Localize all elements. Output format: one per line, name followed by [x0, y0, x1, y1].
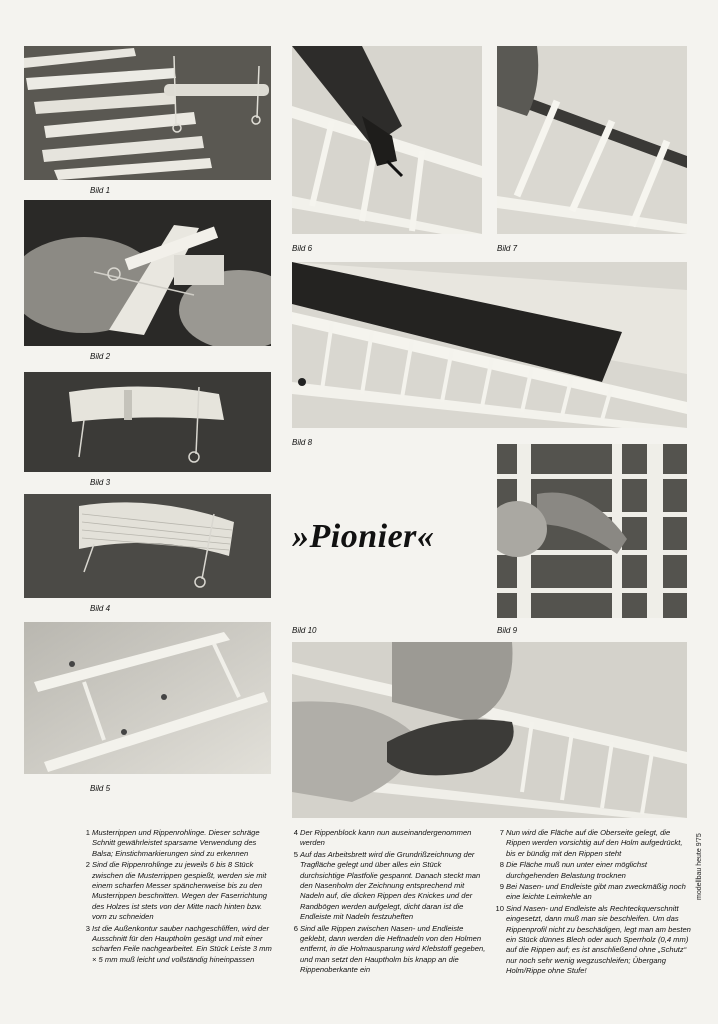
photo-bild-1 [24, 46, 271, 180]
photo-label-bild-7: Bild 7 [497, 244, 518, 253]
caption-7: 7 Nun wird die Fläche auf die Oberseite gelegt, die Rippen werden vorsichtig auf den Holm aufgedrückt, bis er bündig mit den Rippen steht [499, 828, 683, 858]
photo-bild-2 [24, 200, 271, 346]
caption-3: 3 Ist die Außenkontur sauber nachgeschliffen, wird der Ausschnitt für den Hauptholm gesägt und mit einer scharfen Feile nachgearbeitet. Ein Stück Leiste 3 mm × 5 mm muß leicht und vollständig hineinpassen [85, 923, 272, 964]
caption-2: 2 Sind die Rippenrohlinge zu jeweils 6 bis 8 Stück zwischen die Musterrippen gespießt, werden sie mit einem scharfen Messer spänchenweise bis zu den Musterrippen beschnitten. Wegen der Faserrichtung des Holzes ist stets von der Mitte nach hinten bzw. vorn zu schneiden [85, 860, 268, 922]
photo-label-bild-9: Bild 9 [497, 626, 518, 635]
caption-1: 1 Musterrippen und Rippenrohlinge. Dieser schräge Schnitt gewährleistet sparsame Verwendung des Balsa; Einstichmarkierungen sind zu erkennen [85, 828, 260, 858]
photo-label-bild-1: Bild 1 [90, 186, 111, 195]
caption-column-1 [80, 828, 278, 966]
photo-bild-6 [292, 46, 482, 234]
article-title: »Pionier« [292, 518, 435, 555]
magazine-footer: modellbau heute 9'75 [696, 833, 703, 900]
caption-column-3 [494, 828, 694, 978]
caption-8: 8 Die Fläche muß nun unter einer möglichst durchgehenden Belastung trocknen [499, 860, 647, 880]
photo-label-bild-3: Bild 3 [90, 478, 111, 487]
caption-6: 6 Sind alle Rippen zwischen Nasen- und Endleiste geklebt, dann werden die Heftnadeln von den Holmen entfernt, in die Holmausparung wird Klebstoff gegeben, und man setzt den Hauptholm bis knapp an die Rippenoberkante ein [293, 923, 486, 975]
photo-bild-7 [497, 46, 687, 234]
photo-bild-4 [24, 494, 271, 598]
photo-bild-5 [24, 622, 271, 774]
photo-bild-10 [292, 642, 687, 818]
caption-10: 10 Sind Nasen- und Endleiste als Rechteckquerschnitt eingesetzt, dann muß man sie beschleifen. Um das Rippenprofil nicht zu beschädigen, legt man am besten ein Stück dünnes Blech oder auch Sperrholz (0,4 mm) auf die Rippen auf; es ist anschließend ohne „Schutz“ nur noch sehr wenig wegzuschleifen; Übergang Holm/Rippe ohne Stufe! [495, 903, 691, 976]
photo-label-bild-4: Bild 4 [90, 604, 111, 613]
photo-label-bild-6: Bild 6 [292, 244, 313, 253]
photo-label-bild-5: Bild 5 [90, 784, 111, 793]
caption-5: 5 Auf das Arbeitsbrett wird die Grundrißzeichnung der Tragfläche gelegt und über alles ein Stück durchsichtige Plastfolie gespannt. Danach steckt man den Nasenholm der Zeichnung entsprechend mit Nadeln auf, die dicken Rippen des Knickes und der Randbögen werden aufgelegt, dicht daran ist die Endleiste mit Nadeln festzuheften [293, 849, 481, 922]
photo-label-bild-8: Bild 8 [292, 438, 313, 447]
caption-column-2 [288, 828, 486, 977]
caption-4: 4 Der Rippenblock kann nun auseinandergenommen werden [293, 828, 472, 848]
photo-label-bild-10: Bild 10 [292, 626, 317, 635]
caption-9: 9 Bei Nasen- und Endleiste gibt man zweckmäßig noch eine leichte Leimkehle an [499, 882, 686, 902]
photo-bild-9 [497, 444, 687, 618]
photo-bild-3 [24, 372, 271, 472]
photo-label-bild-2: Bild 2 [90, 352, 111, 361]
photo-bild-8 [292, 262, 687, 428]
